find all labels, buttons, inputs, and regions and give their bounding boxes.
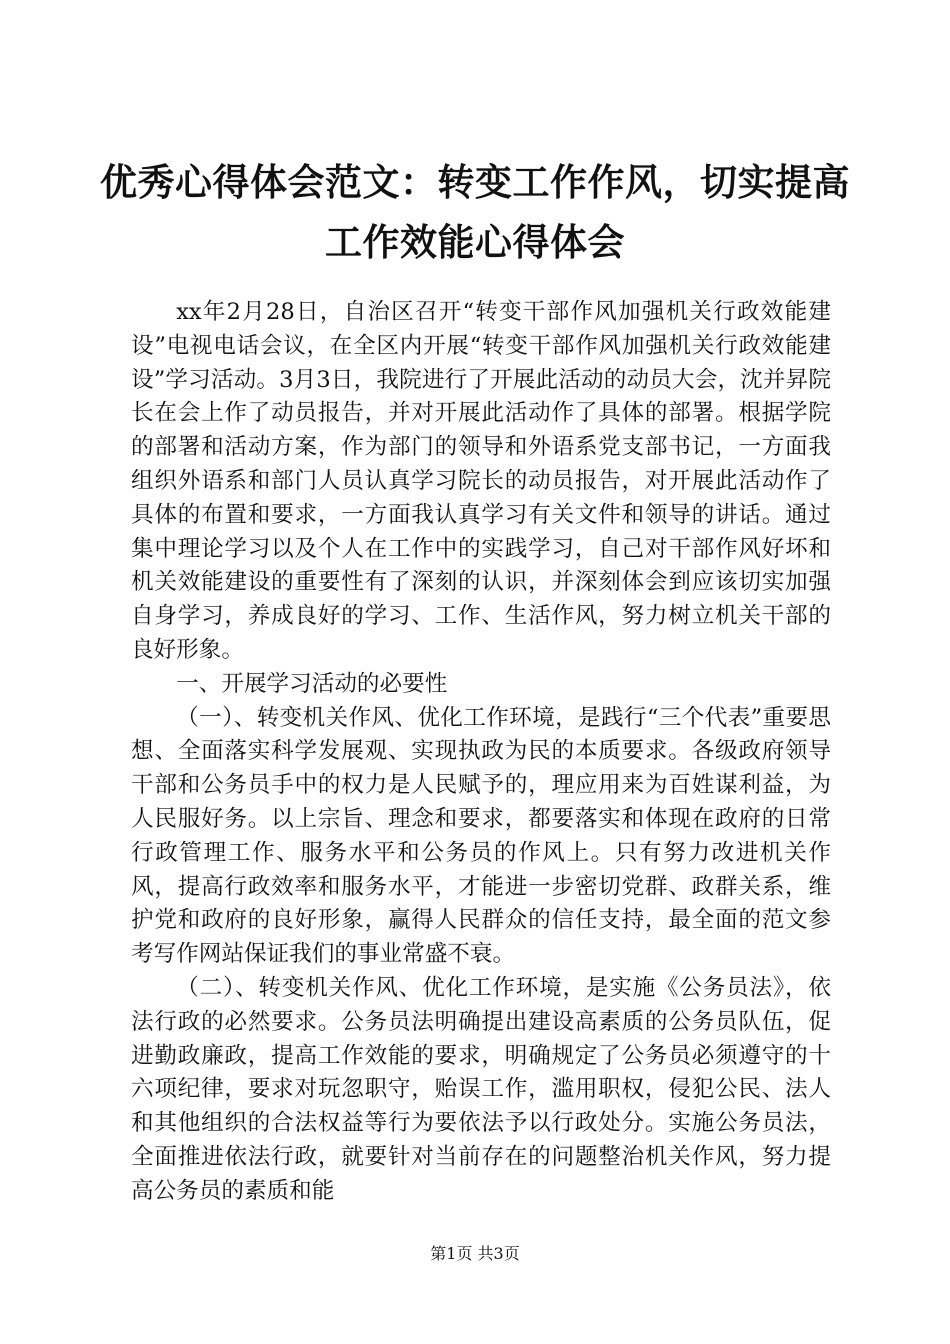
document-body <box>131 296 831 1209</box>
document-title-line-1: 优秀心得体会范文：转变工作作风，切实提高 <box>100 161 850 204</box>
section-heading-necessity: 一、开展学习活动的必要性 <box>176 670 448 697</box>
body-paragraph-point-2: （二）、转变机关作风、优化工作环境，是实施《公务员法》，依法行政的必然要求。公务员法明确提出建设高素质的公务员队伍，促进勤政廉政，提高工作效能的要求，明确规定了公务员必须遵守的十六项纪律，要求对玩忽职守，贻误工作，滥用职权，侵犯公民、法人和其他组织的合法权益等行为要依法予以行政处分。实施公务员法，全面推进依法行政，就要针对当前存在的问题整治机关作风，努力提高公务员的素质和能 <box>131 974 831 1204</box>
body-paragraph-intro: xx年2月28日，自治区召开“转变干部作风加强机关行政效能建设”电视电话会议，在全区内开展“转变干部作风加强机关行政效能建设”学习活动。3月3日，我院进行了开展此活动的动员大会，沈并昇院长在会上作了动员报告，并对开展此活动作了具体的部署。根据学院的部署和活动方案，作为部门的领导和外语系党支部书记，一方面我组织外语系和部门人员认真学习院长的动员报告，对开展此活动作了具体的布置和要求，一方面我认真学习有关文件和领导的讲话。通过集中理论学习以及个人在工作中的实践学习，自己对干部作风好坏和机关效能建设的重要性有了深刻的认识，并深刻体会到应该切实加强自身学习，养成良好的学习、工作、生活作风，努力树立机关干部的良好形象。 <box>131 299 831 663</box>
body-paragraph-point-1: （一）、转变机关作风、优化工作环境，是践行“三个代表”重要思想、全面落实科学发展观、实现执政为民的本质要求。各级政府领导干部和公务员手中的权力是人民赋予的，理应用来为百姓谋利益，为人民服好务。以上宗旨、理念和要求，都要落实和体现在政府的日常行政管理工作、服务水平和公务员的作风上。只有努力改进机关作风，提高行政效率和服务水平，才能进一步密切党群、政群关系，维护党和政府的良好形象，赢得人民群众的信任支持，最全面的范文参考写作网站保证我们的事业常盛不衰。 <box>131 704 831 968</box>
document-title-line-2: 工作效能心得体会 <box>325 221 625 264</box>
page-number-footer: 第1页 共3页 <box>430 1244 520 1263</box>
